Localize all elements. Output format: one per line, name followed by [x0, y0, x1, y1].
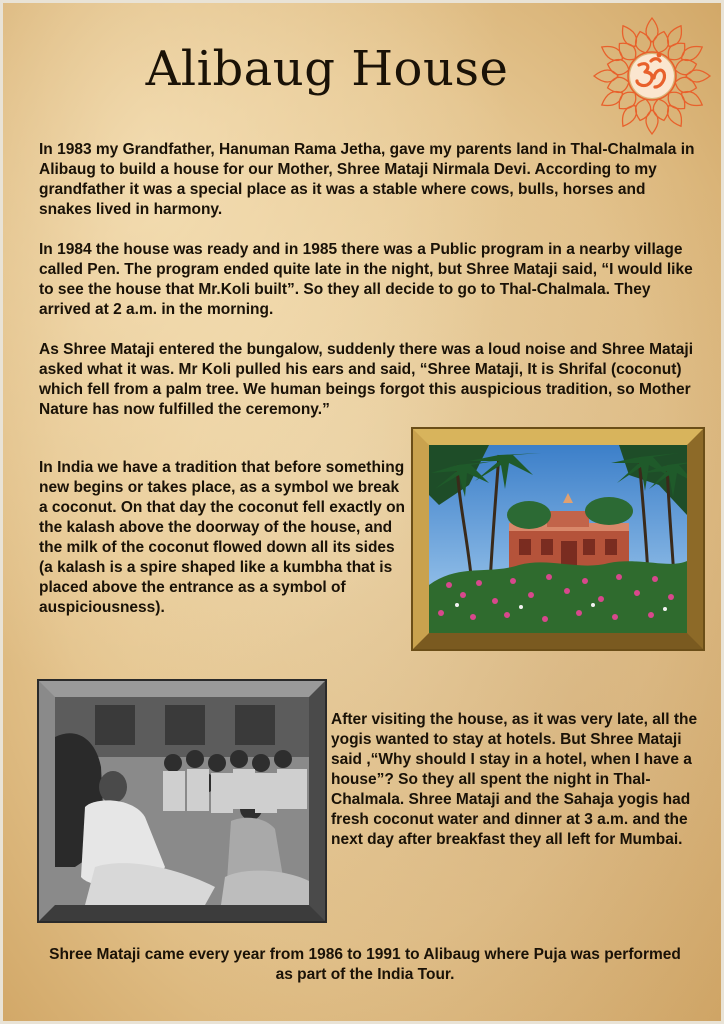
paragraph-house-ready: In 1984 the house was ready and in 1985 there was a Public program in a nearby village called Pen. The program ended quite late in the night, but Shree Mataji said, “I would like to see the house that Mr.Koli built”. So they all decide to go to Thal-Chalmala. They arrived at 2 a.m. in the morning. [39, 241, 693, 318]
house-photo [429, 445, 687, 633]
page-title: Alibaug House [145, 41, 509, 97]
gathering-photo [55, 697, 309, 905]
om-symbol-icon [591, 15, 713, 137]
paragraph-annual-puja: Shree Mataji came every year from 1986 to 1991 to Alibaug where Puja was performed as part of the India Tour. [49, 946, 681, 983]
house-photo-frame [413, 429, 703, 649]
paragraph-coconut-tradition: In India we have a tradition that before something new begins or takes place, as a symbol we break a coconut. On that day the coconut fell exactly on the kalash above the doorway of the house, and the milk of the coconut flowed down all its sides (a kalash is a spire shaped like a kumbha that is placed above the entrance as a symbol of auspiciousness). [39, 459, 406, 616]
gathering-photo-frame [39, 681, 325, 921]
paragraph-coconut-noise: As Shree Mataji entered the bungalow, suddenly there was a loud noise and Shree Mataji asked what it was. Mr Koli pulled his ears and said, “Shree Mataji, It is Shrifal (coconut) which fell from a palm tree. We human beings forgot this auspicious tradition, so Mother Nature has now fulfilled the ceremony.” [39, 341, 694, 418]
paragraph-land-gift: In 1983 my Grandfather, Hanuman Rama Jetha, gave my parents land in Thal-Chalmala in Alibaug to build a house for our Mother, Shree Mataji Nirmala Devi. According to my grandfather it was a special place as it was a stable where cows, bulls, horses and snakes lived in harmony. [39, 141, 695, 218]
paragraph-night-stay: After visiting the house, as it was very late, all the yogis wanted to stay at hotels. But Shree Mataji said ,“Why should I stay in a hotel, when I have a house”? So they all spent the night in Thal-Chalmala. Shree Mataji and the Sahaja yogis had fresh coconut water and dinner at 3 a.m. and the next day after breakfast they all left for Mumbai. [331, 711, 698, 848]
